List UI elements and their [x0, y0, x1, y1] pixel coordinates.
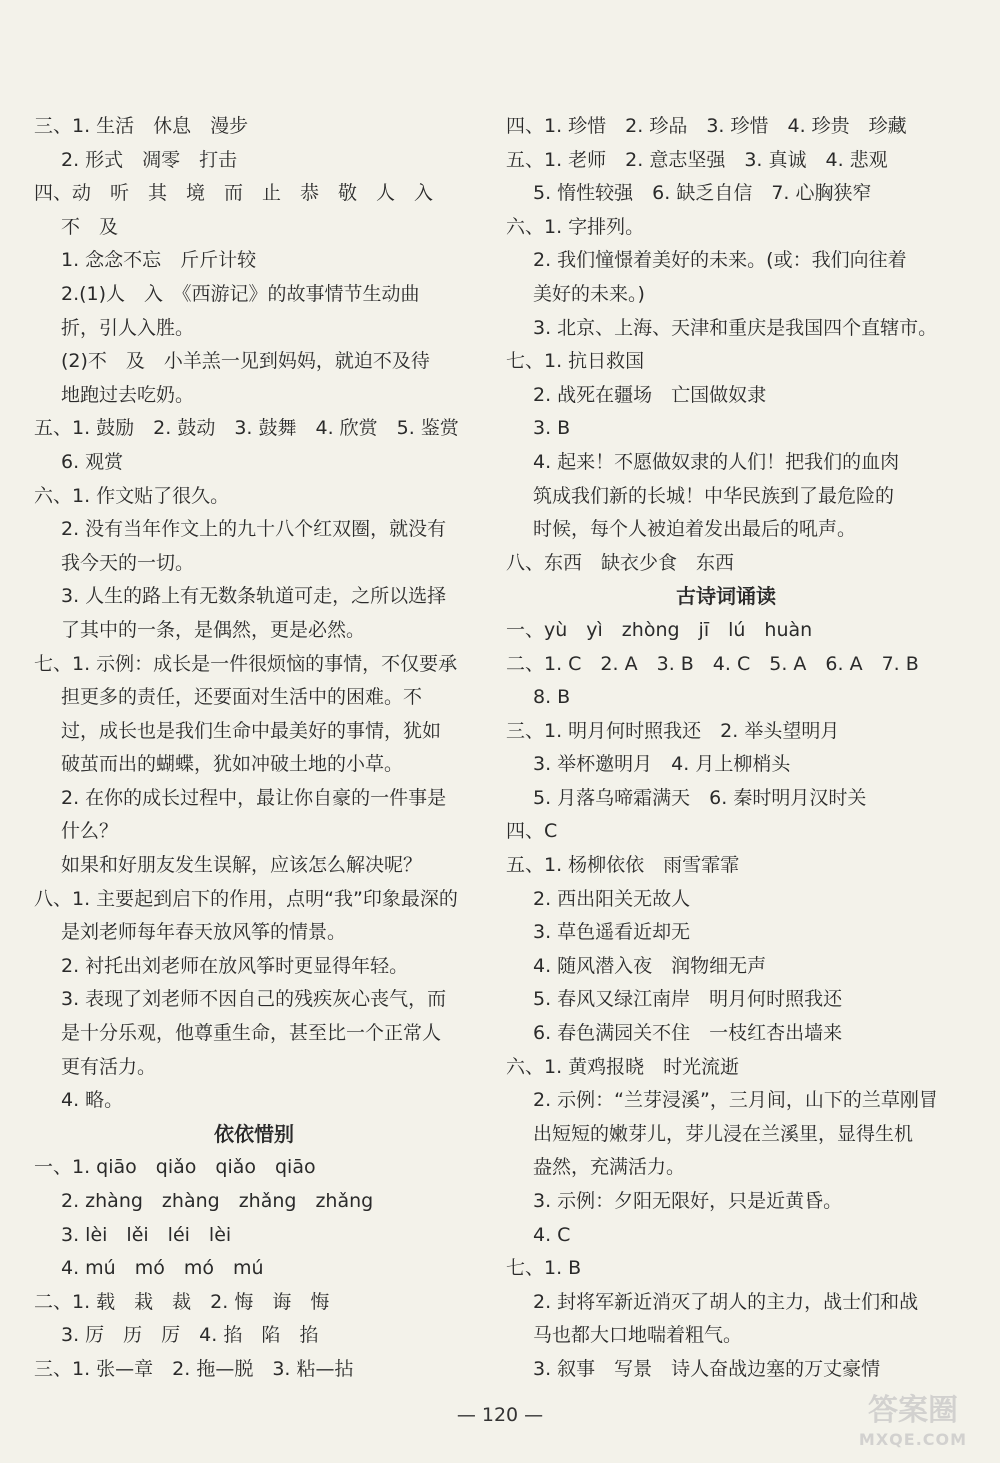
answer-line: 8. B — [533, 686, 571, 709]
answer-line: 4. 略。 — [61, 1089, 124, 1112]
answer-line: 3. 示例：夕阳无限好，只是近黄昏。 — [533, 1190, 843, 1212]
answer-line: 筑成我们新的长城！中华民族到了最危险的 — [533, 484, 895, 507]
answer-line: 5. 月落乌啼霜满天 6. 秦时明月汉时关 — [533, 786, 867, 809]
answer-line: 6. 春色满园关不住 一枝红杏出墙来 — [533, 1022, 843, 1045]
answer-line: 八、东西 缺衣少食 东西 — [506, 551, 735, 574]
answer-line: 六、1. 字排列。 — [506, 215, 645, 238]
answer-line: 二、1. 载 栽 裁 2. 悔 诲 悔 — [34, 1290, 330, 1313]
answer-line: 2. 衬托出刘老师在放风筝时更显得年轻。 — [61, 954, 409, 977]
answer-line: 时候，每个人被迫着发出最后的吼声。 — [533, 518, 857, 541]
answer-line: 三、1. 张—章 2. 拖—脱 3. 粘—拈 — [34, 1357, 354, 1380]
answer-line: 了其中的一条，是偶然，更是必然。 — [61, 618, 366, 641]
answer-line: 一、yù yì zhòng jī lú huàn — [506, 618, 813, 641]
answer-line: 2. 战死在疆场 亡国做奴隶 — [533, 383, 767, 406]
answer-line: 2. 封将军新近消灭了胡人的主力，战士们和战 — [533, 1290, 919, 1313]
answer-line: 3. 草色遥看近却无 — [533, 921, 691, 944]
answer-line: 四、C — [506, 820, 558, 843]
answer-line: 地跑过去吃奶。 — [61, 383, 195, 406]
answer-line: 是刘老师每年春天放风筝的情景。 — [61, 921, 347, 944]
answer-line: 是十分乐观，他尊重生命，甚至比一个正常人 — [61, 1022, 442, 1045]
answer-line: 更有活力。 — [61, 1055, 157, 1078]
answer-line: 2.(1)人 入 《西游记》的故事情节生动曲 — [61, 282, 420, 305]
answer-line: 4. 起来！不愿做奴隶的人们！把我们的血肉 — [533, 450, 900, 473]
answer-line: 五、1. 老师 2. 意志坚强 3. 真诚 4. 悲观 — [506, 148, 888, 171]
answer-line: 六、1. 黄鸡报晓 时光流逝 — [506, 1055, 740, 1078]
watermark-logo — [838, 1393, 988, 1455]
answer-line: 三、1. 明月何时照我还 2. 举头望明月 — [506, 719, 840, 742]
answer-line: 3. 表现了刘老师不因自己的残疾灰心丧气，而 — [61, 988, 447, 1011]
answer-line: 不 及 — [61, 215, 119, 238]
answer-line: 七、1. 示例：成长是一件很烦恼的事情，不仅要承 — [34, 652, 458, 675]
watermark-title: 答案圈 — [868, 1393, 958, 1428]
answer-line: 3. 厉 历 厉 4. 掐 陷 掐 — [61, 1324, 319, 1347]
answer-line: 马也都大口地喘着粗气。 — [533, 1324, 743, 1347]
answer-line: 我今天的一切。 — [61, 551, 195, 574]
answer-line: 五、1. 杨柳依依 雨雪霏霏 — [506, 854, 740, 877]
answer-line: 什么？ — [61, 820, 119, 843]
answer-line: 美好的未来。) — [533, 282, 645, 305]
answer-line: 一、1. qiāo qiǎo qiǎo qiāo — [34, 1156, 316, 1179]
answer-line: 3. 北京、上海、天津和重庆是我国四个直辖市。 — [533, 316, 938, 339]
answer-line: 折，引人入胜。 — [61, 316, 195, 339]
answer-line: 出短短的嫩芽儿，芽儿浸在兰溪里，显得生机 — [533, 1122, 914, 1145]
answer-line: 5. 惰性较强 6. 缺乏自信 7. 心胸狭窄 — [533, 182, 872, 205]
watermark-url: MXQE.COM — [858, 1430, 968, 1449]
answer-line: 3. B — [533, 417, 571, 440]
section-heading: 古诗词诵读 — [676, 584, 776, 609]
answer-line: 过，成长也是我们生命中最美好的事情，犹如 — [61, 719, 442, 742]
answer-line: 1. 念念不忘 斤斤计较 — [61, 249, 257, 272]
answer-line: 4. mú mó mó mú — [61, 1257, 264, 1280]
answer-line: 4. C — [533, 1223, 571, 1246]
answer-line: 2. zhàng zhàng zhǎng zhǎng — [61, 1190, 374, 1212]
right-column — [506, 110, 946, 1387]
left-column — [34, 110, 474, 1387]
answer-line: 四、动 听 其 境 而 止 恭 敬 人 入 — [34, 182, 434, 205]
answer-line: 3. 人生的路上有无数条轨道可走，之所以选择 — [61, 585, 447, 608]
answer-line: 七、1. 抗日救国 — [506, 350, 645, 373]
page-number: — 120 — — [456, 1404, 544, 1426]
answer-line: 3. 叙事 写景 诗人奋战边塞的万丈豪情 — [533, 1357, 881, 1380]
answer-line: 2. 没有当年作文上的九十八个红双圈，就没有 — [61, 518, 447, 541]
answer-line: 七、1. B — [506, 1257, 582, 1280]
answer-line: 二、1. C 2. A 3. B 4. C 5. A 6. A 7. B — [506, 652, 919, 675]
answer-line: 如果和好朋友发生误解，应该怎么解决呢？ — [61, 854, 423, 877]
answer-line: 2. 示例：“兰芽浸溪”，三月间，山下的兰草刚冒 — [533, 1089, 938, 1112]
answer-line: (2)不 及 小羊羔一见到妈妈，就迫不及待 — [61, 350, 430, 373]
answer-line: 八、1. 主要起到启下的作用，点明“我”印象最深的 — [34, 887, 458, 910]
answer-line: 2. 西出阳关无故人 — [533, 887, 691, 910]
answer-line: 3. lèi lěi léi lèi — [61, 1223, 232, 1246]
answer-line: 破茧而出的蝴蝶，犹如冲破土地的小草。 — [61, 753, 404, 776]
answer-line: 四、1. 珍惜 2. 珍品 3. 珍惜 4. 珍贵 珍藏 — [506, 115, 907, 137]
answer-line: 3. 举杯邀明月 4. 月上柳梢头 — [533, 753, 791, 776]
answer-line: 担更多的责任，还要面对生活中的困难。不 — [61, 686, 423, 709]
answer-line: 6. 观赏 — [61, 450, 124, 473]
answer-line: 2. 我们憧憬着美好的未来。(或：我们向往着 — [533, 249, 907, 272]
answer-line: 2. 形式 凋零 打击 — [61, 148, 238, 171]
answer-line: 5. 春风又绿江南岸 明月何时照我还 — [533, 988, 843, 1011]
answer-line: 五、1. 鼓励 2. 鼓动 3. 鼓舞 4. 欣赏 5. 鉴赏 — [34, 417, 459, 440]
answer-line: 2. 在你的成长过程中，最让你自豪的一件事是 — [61, 786, 447, 809]
answer-line: 六、1. 作文贴了很久。 — [34, 484, 230, 507]
section-heading: 依依惜别 — [214, 1121, 294, 1146]
answer-line: 三、1. 生活 休息 漫步 — [34, 115, 249, 137]
answer-line: 4. 随风潜入夜 润物细无声 — [533, 954, 767, 977]
answer-line: 盎然，充满活力。 — [533, 1156, 686, 1179]
